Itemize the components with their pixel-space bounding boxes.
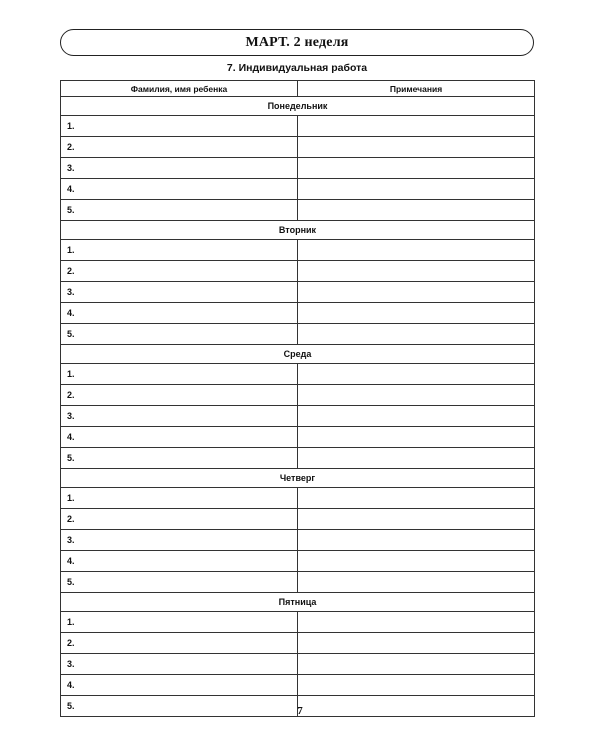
column-header-child-name: Фамилия, имя ребенка	[61, 81, 298, 97]
child-name-cell[interactable]: 1.	[61, 116, 298, 137]
notes-cell[interactable]	[298, 530, 535, 551]
child-name-cell[interactable]: 3.	[61, 282, 298, 303]
day-heading: Четверг	[61, 469, 535, 488]
day-heading: Вторник	[61, 221, 535, 240]
notes-cell[interactable]	[298, 158, 535, 179]
table-row	[61, 488, 535, 509]
child-name-cell[interactable]: 5.	[61, 696, 298, 717]
notes-cell[interactable]	[298, 509, 535, 530]
child-name-cell[interactable]: 5.	[61, 324, 298, 345]
child-name-cell[interactable]: 2.	[61, 385, 298, 406]
notes-cell[interactable]	[298, 427, 535, 448]
day-row	[61, 221, 535, 240]
child-name-cell[interactable]: 1.	[61, 612, 298, 633]
child-name-cell[interactable]: 5.	[61, 200, 298, 221]
child-name-cell[interactable]: 4.	[61, 675, 298, 696]
notes-cell[interactable]	[298, 406, 535, 427]
table-row	[61, 158, 535, 179]
child-name-cell[interactable]: 3.	[61, 530, 298, 551]
header-banner	[60, 29, 534, 56]
child-name-cell[interactable]: 5.	[61, 448, 298, 469]
notes-cell[interactable]	[298, 261, 535, 282]
day-row	[61, 345, 535, 364]
child-name-cell[interactable]: 3.	[61, 158, 298, 179]
day-heading: Понедельник	[61, 97, 535, 116]
notes-cell[interactable]	[298, 675, 535, 696]
table-row	[61, 551, 535, 572]
column-header-notes: Примечания	[298, 81, 535, 97]
table-row	[61, 179, 535, 200]
notes-cell[interactable]	[298, 633, 535, 654]
table-row	[61, 530, 535, 551]
table-row	[61, 427, 535, 448]
header-title: МАРТ. 2 неделя	[245, 34, 349, 50]
table-row	[61, 385, 535, 406]
child-name-cell[interactable]: 1.	[61, 240, 298, 261]
day-heading: Среда	[61, 345, 535, 364]
worksheet-body	[61, 97, 535, 717]
child-name-cell[interactable]: 1.	[61, 488, 298, 509]
table-row	[61, 240, 535, 261]
child-name-cell[interactable]: 2.	[61, 633, 298, 654]
table-row	[61, 509, 535, 530]
table-row	[61, 364, 535, 385]
day-row	[61, 469, 535, 488]
notes-cell[interactable]	[298, 612, 535, 633]
notes-cell[interactable]	[298, 654, 535, 675]
child-name-cell[interactable]: 5.	[61, 572, 298, 593]
day-heading: Пятница	[61, 593, 535, 612]
table-row	[61, 406, 535, 427]
table-row	[61, 448, 535, 469]
child-name-cell[interactable]: 4.	[61, 427, 298, 448]
worksheet-table	[60, 80, 535, 717]
notes-cell[interactable]	[298, 240, 535, 261]
table-row	[61, 324, 535, 345]
child-name-cell[interactable]: 3.	[61, 406, 298, 427]
table-row	[61, 654, 535, 675]
child-name-cell[interactable]: 2.	[61, 261, 298, 282]
child-name-cell[interactable]: 2.	[61, 137, 298, 158]
page-number: 7	[297, 705, 303, 717]
notes-cell[interactable]	[298, 200, 535, 221]
child-name-cell[interactable]: 3.	[61, 654, 298, 675]
table-row	[61, 137, 535, 158]
table-row	[61, 633, 535, 654]
table-header-row	[61, 81, 535, 97]
notes-cell[interactable]	[298, 448, 535, 469]
day-row	[61, 593, 535, 612]
section-title: 7. Индивидуальная работа	[226, 62, 368, 74]
notes-cell[interactable]	[298, 551, 535, 572]
table-row	[61, 282, 535, 303]
child-name-cell[interactable]: 4.	[61, 179, 298, 200]
table-row	[61, 200, 535, 221]
notes-cell[interactable]	[298, 282, 535, 303]
table-row	[61, 612, 535, 633]
child-name-cell[interactable]: 2.	[61, 509, 298, 530]
table-row	[61, 572, 535, 593]
child-name-cell[interactable]: 4.	[61, 551, 298, 572]
day-row	[61, 97, 535, 116]
table-row	[61, 116, 535, 137]
notes-cell[interactable]	[298, 488, 535, 509]
table-row	[61, 303, 535, 324]
notes-cell[interactable]	[298, 303, 535, 324]
notes-cell[interactable]	[298, 385, 535, 406]
notes-cell[interactable]	[298, 137, 535, 158]
child-name-cell[interactable]: 1.	[61, 364, 298, 385]
notes-cell[interactable]	[298, 179, 535, 200]
table-row	[61, 675, 535, 696]
child-name-cell[interactable]: 4.	[61, 303, 298, 324]
notes-cell[interactable]	[298, 572, 535, 593]
notes-cell[interactable]	[298, 364, 535, 385]
table-row	[61, 261, 535, 282]
notes-cell[interactable]	[298, 324, 535, 345]
notes-cell[interactable]	[298, 116, 535, 137]
